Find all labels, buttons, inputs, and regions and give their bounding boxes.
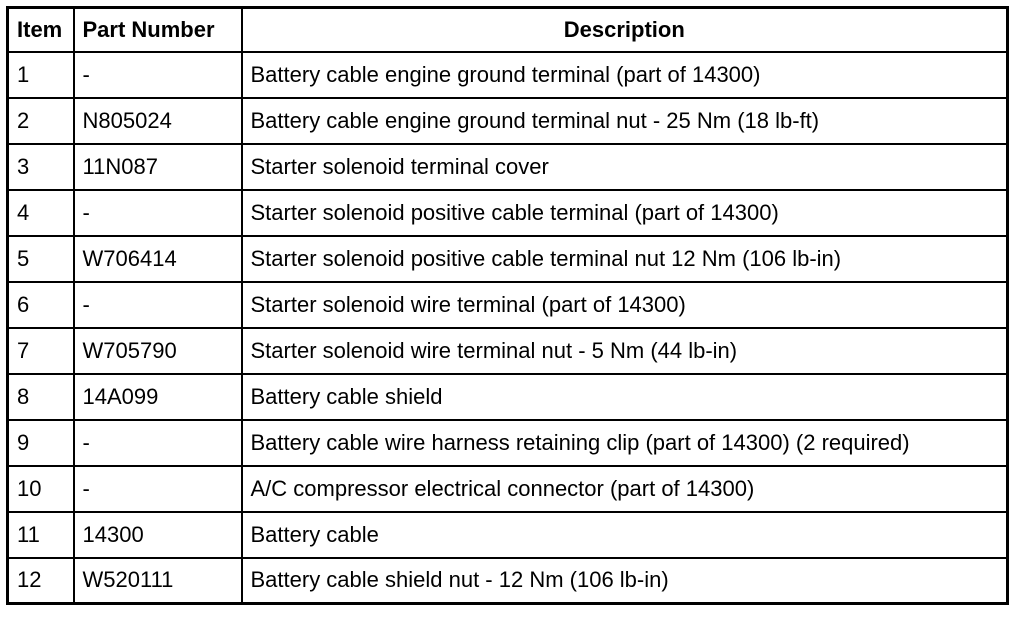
cell-item: 1 [8,52,74,98]
cell-item: 12 [8,558,74,604]
cell-item: 6 [8,282,74,328]
cell-description: Starter solenoid positive cable terminal nut 12 Nm (106 lb-in) [242,236,1008,282]
table-row [8,282,1008,328]
cell-part-number: N805024 [74,98,242,144]
table-row [8,52,1008,98]
table-row [8,144,1008,190]
cell-description: Starter solenoid terminal cover [242,144,1008,190]
table-row [8,512,1008,558]
cell-part-number: - [74,282,242,328]
parts-table [6,6,1009,605]
cell-part-number: 14300 [74,512,242,558]
cell-part-number: W705790 [74,328,242,374]
cell-item: 7 [8,328,74,374]
cell-part-number: - [74,52,242,98]
cell-item: 10 [8,466,74,512]
cell-item: 8 [8,374,74,420]
table-body [8,52,1008,604]
header-item: Item [8,8,74,52]
cell-part-number: W520111 [74,558,242,604]
cell-part-number: W706414 [74,236,242,282]
cell-item: 3 [8,144,74,190]
cell-item: 11 [8,512,74,558]
header-part-number: Part Number [74,8,242,52]
table-row [8,374,1008,420]
cell-item: 9 [8,420,74,466]
cell-description: Battery cable [242,512,1008,558]
cell-item: 5 [8,236,74,282]
table-row [8,190,1008,236]
cell-part-number: 14A099 [74,374,242,420]
header-description: Description [242,8,1008,52]
cell-description: Battery cable engine ground terminal (part of 14300) [242,52,1008,98]
table-row [8,558,1008,604]
cell-part-number: - [74,466,242,512]
cell-part-number: 11N087 [74,144,242,190]
cell-part-number: - [74,190,242,236]
cell-description: A/C compressor electrical connector (part of 14300) [242,466,1008,512]
cell-description: Battery cable wire harness retaining clip (part of 14300) (2 required) [242,420,1008,466]
cell-description: Battery cable shield [242,374,1008,420]
cell-item: 2 [8,98,74,144]
cell-description: Starter solenoid wire terminal (part of 14300) [242,282,1008,328]
table-row [8,328,1008,374]
table-row [8,466,1008,512]
cell-part-number: - [74,420,242,466]
cell-item: 4 [8,190,74,236]
table-header [8,8,1008,52]
table-row [8,420,1008,466]
cell-description: Battery cable engine ground terminal nut - 25 Nm (18 lb-ft) [242,98,1008,144]
table-row [8,236,1008,282]
cell-description: Starter solenoid positive cable terminal (part of 14300) [242,190,1008,236]
table-row [8,98,1008,144]
header-row [8,8,1008,52]
cell-description: Starter solenoid wire terminal nut - 5 Nm (44 lb-in) [242,328,1008,374]
cell-description: Battery cable shield nut - 12 Nm (106 lb-in) [242,558,1008,604]
